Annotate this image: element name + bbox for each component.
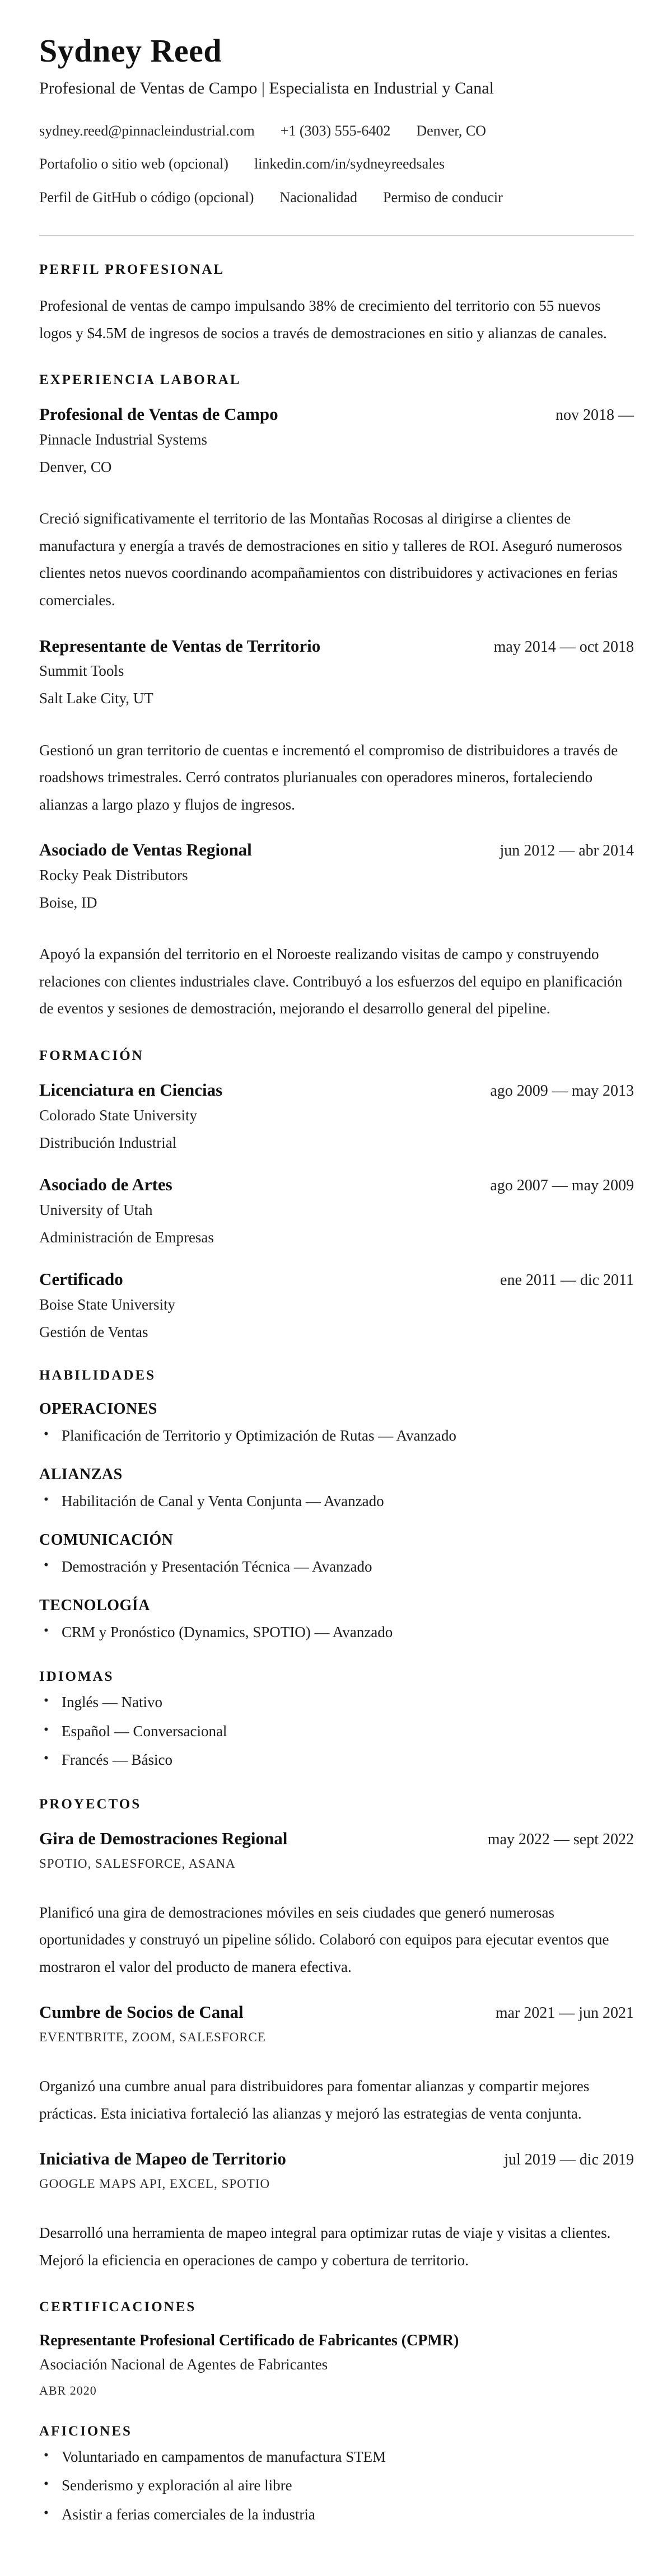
education-degree: Certificado	[39, 1269, 123, 1289]
resume-header	[39, 32, 634, 207]
skill-list	[39, 1621, 634, 1643]
project-entry	[39, 1828, 634, 1981]
contact-row-2	[39, 155, 634, 174]
section-projects	[39, 1797, 634, 2274]
project-tech: GOOGLE MAPS API, EXCEL, SPOTIO	[39, 2177, 270, 2191]
project-description: Desarrolló una herramienta de mapeo integral para optimizar rutas de viaje y visitas a clientes. Mejoró la eficiencia en operaciones de campo y cobertura de territorio.	[39, 2224, 611, 2269]
education-entry	[39, 1079, 634, 1153]
education-field: Administración de Empresas	[39, 1228, 214, 1246]
education-entry-head	[39, 1174, 634, 1196]
contact-nationality: Nacionalidad	[279, 189, 358, 206]
certification-name: Representante Profesional Certificado de Fabricantes (CPMR)	[39, 2332, 459, 2350]
section-heading-projects: PROYECTOS	[39, 1796, 142, 1812]
contact-phone: +1 (303) 555-6402	[280, 122, 391, 139]
education-dates: ene 2011 — dic 2011	[500, 1271, 634, 1289]
project-description: Planificó una gira de demostraciones móviles en seis ciudades que generó numerosas oportunidades y construyó un pipeline sólido. Colaboró con equipos para ejecutar eventos que mostraron el valor del producto de manera efectiva.	[39, 1904, 609, 1975]
project-dates: jul 2019 — dic 2019	[504, 2151, 634, 2169]
skill-item: • CRM y Pronóstico (Dynamics, SPOTIO) — Avanzado	[39, 1621, 634, 1643]
project-entry	[39, 2148, 634, 2274]
skill-list	[39, 1556, 634, 1578]
contact-location: Denver, CO	[416, 122, 486, 139]
header-divider	[39, 235, 634, 236]
hobby-list	[39, 2446, 634, 2525]
certification-date: ABR 2020	[39, 2383, 97, 2398]
language-item: • Inglés — Nativo	[39, 1691, 634, 1713]
project-entry-head	[39, 2148, 634, 2170]
job-title: Representante de Ventas de Territorio	[39, 635, 321, 656]
project-dates: mar 2021 — jun 2021	[495, 2004, 634, 2022]
certification-entry	[39, 2331, 634, 2398]
job-company: Pinnacle Industrial Systems	[39, 431, 207, 448]
contact-website: Portafolio o sitio web (opcional)	[39, 156, 228, 172]
job-description: Apoyó la expansión del territorio en el Noroeste realizando visitas de campo y construyendo relaciones con clientes industriales clave. Contribuyó a los esfuerzos del equipo en planificación de eventos y sesiones de demostración, mejorando el desarrollo general del pipeline.	[39, 946, 623, 1017]
section-heading-skills: HABILIDADES	[39, 1367, 156, 1383]
education-school: Boise State University	[39, 1296, 175, 1313]
section-languages	[39, 1669, 634, 1770]
skill-category: COMUNICACIÓN	[39, 1531, 174, 1549]
job-location: Denver, CO	[39, 459, 112, 476]
job-dates: may 2014 — oct 2018	[493, 638, 634, 656]
contact-linkedin: linkedin.com/in/sydneyreedsales	[254, 156, 445, 172]
section-hobbies	[39, 2424, 634, 2525]
section-heading-languages: IDIOMAS	[39, 1669, 114, 1685]
person-headline: Profesional de Ventas de Campo | Especialista en Industrial y Canal	[39, 78, 494, 97]
contact-row-3	[39, 188, 634, 207]
hobby-item: • Senderismo y exploración al aire libre	[39, 2475, 634, 2496]
section-heading-hobbies: AFICIONES	[39, 2424, 132, 2439]
education-field: Gestión de Ventas	[39, 1323, 148, 1340]
section-skills	[39, 1368, 634, 1644]
job-title: Profesional de Ventas de Campo	[39, 404, 278, 424]
education-entry	[39, 1174, 634, 1247]
language-item: • Francés — Básico	[39, 1749, 634, 1771]
education-entry	[39, 1269, 634, 1342]
job-location: Salt Lake City, UT	[39, 690, 153, 707]
skill-category: TECNOLOGÍA	[39, 1597, 150, 1615]
job-entry	[39, 839, 634, 1022]
contact-driving-license: Permiso de conducir	[383, 189, 503, 206]
section-heading-certifications: CERTIFICACIONES	[39, 2299, 197, 2315]
job-entry	[39, 404, 634, 614]
skill-category: OPERACIONES	[39, 1400, 157, 1418]
education-school: Colorado State University	[39, 1106, 197, 1124]
job-dates: jun 2012 — abr 2014	[500, 842, 634, 860]
education-school: University of Utah	[39, 1201, 153, 1218]
job-company: Rocky Peak Distributors	[39, 867, 188, 884]
section-experience	[39, 372, 634, 1022]
skill-list	[39, 1490, 634, 1512]
contact-github: Perfil de GitHub o código (opcional)	[39, 189, 254, 206]
skill-group	[39, 1400, 634, 1447]
job-entry-head	[39, 404, 634, 426]
project-title: Gira de Demostraciones Regional	[39, 1828, 288, 1848]
project-tech: SPOTIO, SALESFORCE, ASANA	[39, 1856, 236, 1871]
education-dates: ago 2007 — may 2009	[490, 1176, 634, 1194]
job-description: Gestionó un gran territorio de cuentas e incrementó el compromiso de distribuidores a través de roadshows trimestrales. Cerró contratos plurianuales con operadores mineros, fortaleciendo alianzas a largo plazo y flujos de ingresos.	[39, 741, 618, 813]
skill-group	[39, 1597, 634, 1643]
project-tech: EVENTBRITE, ZOOM, SALESFORCE	[39, 2030, 266, 2045]
education-degree: Asociado de Artes	[39, 1174, 172, 1194]
job-entry	[39, 635, 634, 819]
education-field: Distribución Industrial	[39, 1134, 177, 1151]
education-dates: ago 2009 — may 2013	[490, 1082, 634, 1100]
education-entry-head	[39, 1269, 634, 1291]
skill-item: • Planificación de Territorio y Optimización de Rutas — Avanzado	[39, 1425, 634, 1447]
education-degree: Licenciatura en Ciencias	[39, 1080, 223, 1100]
project-entry-head	[39, 1828, 634, 1850]
section-heading-experience: EXPERIENCIA LABORAL	[39, 372, 241, 388]
project-entry-head	[39, 2002, 634, 2023]
job-title: Asociado de Ventas Regional	[39, 840, 252, 860]
skill-group	[39, 1531, 634, 1578]
section-heading-education: FORMACIÓN	[39, 1048, 144, 1064]
section-heading-profile: PERFIL PROFESIONAL	[39, 262, 225, 278]
job-dates: nov 2018 —	[556, 406, 634, 424]
project-dates: may 2022 — sept 2022	[487, 1830, 634, 1848]
contact-row-1	[39, 121, 634, 141]
language-list	[39, 1691, 634, 1770]
hobby-item: • Asistir a ferias comerciales de la industria	[39, 2504, 634, 2526]
profile-summary: Profesional de ventas de campo impulsando 38% de crecimiento del territorio con 55 nuevos logos y $4.5M de ingresos de socios a través de demostraciones en sitio y alianzas de canales.	[39, 297, 607, 342]
job-entry-head	[39, 635, 634, 657]
hobby-item: • Voluntariado en campamentos de manufactura STEM	[39, 2446, 634, 2468]
certification-issuer: Asociación Nacional de Agentes de Fabricantes	[39, 2356, 328, 2373]
skill-group	[39, 1466, 634, 1512]
language-item: • Español — Conversacional	[39, 1721, 634, 1742]
education-entry-head	[39, 1079, 634, 1101]
job-description: Creció significativamente el territorio de las Montañas Rocosas al dirigirse a clientes de manufactura y energía a través de demostraciones en sitio y talleres de ROI. Aseguró numerosos clientes netos nuevos coordinando acompañamientos con distribuidores y activaciones en ferias comerciales.	[39, 510, 622, 609]
job-location: Boise, ID	[39, 894, 97, 911]
skill-item: • Habilitación de Canal y Venta Conjunta — Avanzado	[39, 1490, 634, 1512]
skill-list	[39, 1425, 634, 1447]
section-education	[39, 1048, 634, 1342]
section-profile	[39, 262, 634, 347]
skill-category: ALIANZAS	[39, 1465, 123, 1483]
project-description: Organizó una cumbre anual para distribuidores para fomentar alianzas y compartir mejores prácticas. Esta iniciativa fortaleció las alianzas y mejoró las estrategias de venta conjunta.	[39, 2078, 590, 2122]
project-entry	[39, 2002, 634, 2127]
section-certifications	[39, 2299, 634, 2398]
project-title: Iniciativa de Mapeo de Territorio	[39, 2149, 286, 2169]
job-entry-head	[39, 839, 634, 861]
person-name: Sydney Reed	[39, 32, 222, 69]
job-company: Summit Tools	[39, 662, 124, 680]
skill-item: • Demostración y Presentación Técnica — Avanzado	[39, 1556, 634, 1578]
contact-email: sydney.reed@pinnacleindustrial.com	[39, 122, 255, 139]
project-title: Cumbre de Socios de Canal	[39, 2002, 244, 2022]
